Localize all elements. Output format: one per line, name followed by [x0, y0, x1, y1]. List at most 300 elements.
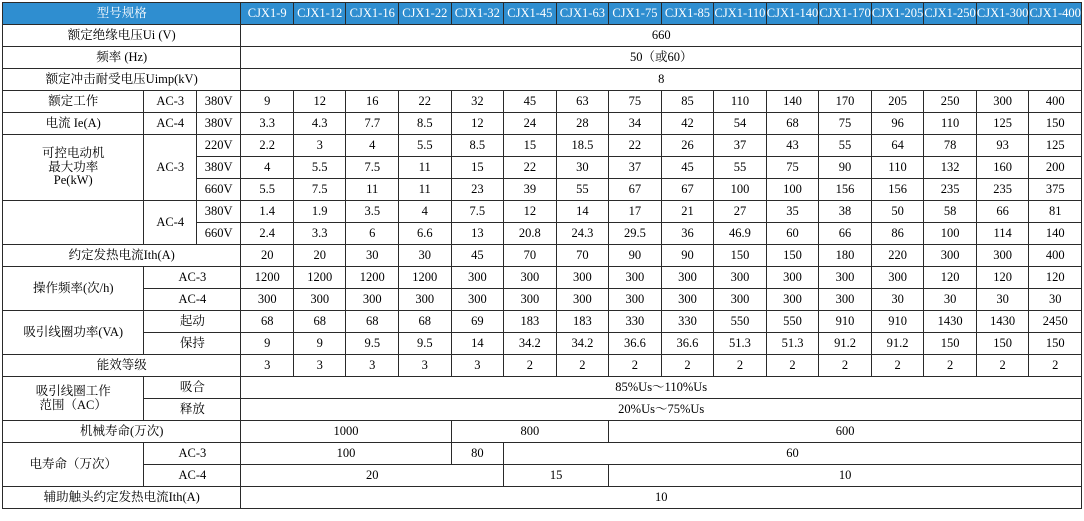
row-sub1: AC-4: [144, 113, 197, 135]
row-label: 额定冲击耐受电压Uimp(kV): [3, 69, 241, 91]
cell: 114: [976, 223, 1029, 245]
cell: 36.6: [609, 333, 662, 355]
cell: 183: [556, 311, 609, 333]
cell: 55: [819, 135, 872, 157]
cell: 18.5: [556, 135, 609, 157]
cell: 2: [556, 355, 609, 377]
cell: 1430: [976, 311, 1029, 333]
cell: 30: [976, 289, 1029, 311]
cell: 3: [241, 355, 294, 377]
cell: 68: [293, 311, 346, 333]
cell: 2: [766, 355, 819, 377]
cell: 910: [871, 311, 924, 333]
cell: 86: [871, 223, 924, 245]
cell: 3: [293, 135, 346, 157]
cell: 20.8: [504, 223, 557, 245]
cell: 3.5: [346, 201, 399, 223]
row-sub2: 660V: [196, 179, 240, 201]
cell: 46.9: [714, 223, 767, 245]
cell: 9.5: [346, 333, 399, 355]
cell: 85: [661, 91, 714, 113]
cell: 7.5: [346, 157, 399, 179]
header-model-7: CJX1-75: [609, 3, 662, 25]
row-sub1: 保持: [144, 333, 241, 355]
cell: 30: [556, 157, 609, 179]
table-row: [3, 201, 1082, 223]
cell: 78: [924, 135, 977, 157]
cell: 22: [399, 91, 452, 113]
row-label: [3, 201, 144, 245]
table-row: [3, 69, 1082, 91]
cell: 910: [819, 311, 872, 333]
cell: 30: [1029, 289, 1082, 311]
cell: 68: [766, 113, 819, 135]
group-value: 100: [241, 443, 451, 465]
header-model-2: CJX1-16: [346, 3, 399, 25]
cell: 2: [661, 355, 714, 377]
header-model-15: CJX1-400: [1029, 3, 1082, 25]
cell: 550: [766, 311, 819, 333]
cell: 23: [451, 179, 504, 201]
cell: 300: [766, 289, 819, 311]
cell: 3: [399, 355, 452, 377]
cell: 75: [766, 157, 819, 179]
cell: 67: [609, 179, 662, 201]
row-span-value: 50（或60）: [241, 47, 1082, 69]
cell: 54: [714, 113, 767, 135]
header-model-10: CJX1-140: [766, 3, 819, 25]
table-row: [3, 135, 1082, 157]
row-sub2: 660V: [196, 223, 240, 245]
cell: 30: [399, 245, 452, 267]
cell: 64: [871, 135, 924, 157]
cell: 300: [556, 267, 609, 289]
row-sub1: 起动: [144, 311, 241, 333]
group-value: 800: [451, 421, 609, 443]
table-row: [3, 267, 1082, 289]
cell: 11: [399, 179, 452, 201]
cell: 300: [924, 245, 977, 267]
cell: 32: [451, 91, 504, 113]
cell: 7.5: [293, 179, 346, 201]
cell: 300: [293, 289, 346, 311]
cell: 125: [1029, 135, 1082, 157]
row-label: 能效等级: [3, 355, 241, 377]
row-sub2: 380V: [196, 201, 240, 223]
group-value: 60: [504, 443, 1082, 465]
cell: 55: [714, 157, 767, 179]
row-sub1: AC-4: [144, 201, 197, 245]
row-label-group: [3, 135, 144, 201]
cell: 250: [924, 91, 977, 113]
cell: 300: [609, 267, 662, 289]
row-label: 操作频率(次/h): [3, 267, 144, 311]
cell: 37: [714, 135, 767, 157]
row-label: 机械寿命(万次): [3, 421, 241, 443]
table-row: [3, 399, 1082, 421]
cell: 17: [609, 201, 662, 223]
cell: 12: [451, 113, 504, 135]
cell: 2: [871, 355, 924, 377]
cell: 68: [346, 311, 399, 333]
cell: 2: [714, 355, 767, 377]
cell: 3.3: [241, 113, 294, 135]
group-value: 20: [241, 465, 504, 487]
cell: 96: [871, 113, 924, 135]
cell: 51.3: [766, 333, 819, 355]
cell: 9: [241, 333, 294, 355]
cell: 1.4: [241, 201, 294, 223]
cell: 70: [504, 245, 557, 267]
group-value: 15: [504, 465, 609, 487]
cell: 150: [1029, 333, 1082, 355]
cell: 400: [1029, 245, 1082, 267]
cell: 51.3: [714, 333, 767, 355]
cell: 14: [451, 333, 504, 355]
cell: 110: [924, 113, 977, 135]
row-label: 电流 Ie(A): [3, 113, 144, 135]
group-label-line2: 最大功率: [48, 159, 99, 174]
cell: 300: [504, 289, 557, 311]
header-row-label: 型号规格: [3, 3, 241, 25]
cell: 300: [714, 289, 767, 311]
table-row: [3, 289, 1082, 311]
cell: 60: [766, 223, 819, 245]
cell: 22: [504, 157, 557, 179]
cell: 300: [451, 289, 504, 311]
cell: 20: [241, 245, 294, 267]
cell: 150: [976, 333, 1029, 355]
cell: 140: [766, 91, 819, 113]
cell: 66: [819, 223, 872, 245]
cell: 69: [451, 311, 504, 333]
specification-table: [2, 2, 1082, 509]
row-label-group: [3, 377, 144, 421]
cell: 50: [871, 201, 924, 223]
cell: 375: [1029, 179, 1082, 201]
header-model-8: CJX1-85: [661, 3, 714, 25]
cell: 14: [556, 201, 609, 223]
cell: 2: [819, 355, 872, 377]
row-sub2: 380V: [196, 157, 240, 179]
cell: 205: [871, 91, 924, 113]
row-span-value: 10: [241, 487, 1082, 509]
cell: 15: [451, 157, 504, 179]
row-label: 约定发热电流Ith(A): [3, 245, 241, 267]
table-row: [3, 421, 1082, 443]
cell: 34.2: [556, 333, 609, 355]
cell: 37: [609, 157, 662, 179]
group-label-line1: 吸引线圈工作: [35, 383, 111, 398]
cell: 1200: [293, 267, 346, 289]
cell: 34.2: [504, 333, 557, 355]
cell: 2450: [1029, 311, 1082, 333]
header-model-11: CJX1-170: [819, 3, 872, 25]
cell: 100: [766, 179, 819, 201]
table-row: [3, 47, 1082, 69]
cell: 6.6: [399, 223, 452, 245]
cell: 6: [346, 223, 399, 245]
cell: 1.9: [293, 201, 346, 223]
cell: 11: [346, 179, 399, 201]
cell: 3: [451, 355, 504, 377]
cell: 20: [293, 245, 346, 267]
cell: 7.5: [451, 201, 504, 223]
cell: 66: [976, 201, 1029, 223]
header-model-14: CJX1-300: [976, 3, 1029, 25]
cell: 220: [871, 245, 924, 267]
cell: 300: [766, 267, 819, 289]
cell: 91.2: [819, 333, 872, 355]
row-span-value: 85%Us～110%Us: [241, 377, 1082, 399]
group-value: 1000: [241, 421, 451, 443]
cell: 34: [609, 113, 662, 135]
cell: 125: [976, 113, 1029, 135]
cell: 300: [241, 289, 294, 311]
cell: 11: [399, 157, 452, 179]
cell: 330: [609, 311, 662, 333]
row-sub1: AC-4: [144, 289, 241, 311]
cell: 90: [609, 245, 662, 267]
cell: 90: [819, 157, 872, 179]
cell: 160: [976, 157, 1029, 179]
cell: 150: [924, 333, 977, 355]
cell: 1430: [924, 311, 977, 333]
table-row: [3, 465, 1082, 487]
cell: 9: [293, 333, 346, 355]
cell: 235: [976, 179, 1029, 201]
cell: 13: [451, 223, 504, 245]
cell: 1200: [346, 267, 399, 289]
cell: 3.3: [293, 223, 346, 245]
cell: 300: [556, 289, 609, 311]
cell: 300: [871, 267, 924, 289]
cell: 7.7: [346, 113, 399, 135]
cell: 39: [504, 179, 557, 201]
cell: 300: [976, 245, 1029, 267]
cell: 8.5: [399, 113, 452, 135]
cell: 70: [556, 245, 609, 267]
cell: 27: [714, 201, 767, 223]
cell: 100: [714, 179, 767, 201]
cell: 28: [556, 113, 609, 135]
cell: 120: [924, 267, 977, 289]
group-label-line1: 可控电动机: [41, 145, 105, 160]
cell: 1200: [241, 267, 294, 289]
cell: 12: [504, 201, 557, 223]
row-sub1: AC-3: [144, 135, 197, 201]
table-row: [3, 311, 1082, 333]
header-model-1: CJX1-12: [293, 3, 346, 25]
cell: 100: [924, 223, 977, 245]
cell: 91.2: [871, 333, 924, 355]
cell: 140: [1029, 223, 1082, 245]
row-span-value: 8: [241, 69, 1082, 91]
table-row: [3, 377, 1082, 399]
cell: 300: [661, 289, 714, 311]
group-label-line3: Pe(kW): [53, 173, 93, 188]
cell: 16: [346, 91, 399, 113]
table-header-row: [3, 3, 1082, 25]
cell: 300: [399, 289, 452, 311]
cell: 1200: [399, 267, 452, 289]
cell: 45: [451, 245, 504, 267]
cell: 2.4: [241, 223, 294, 245]
cell: 75: [609, 91, 662, 113]
cell: 235: [924, 179, 977, 201]
cell: 300: [819, 267, 872, 289]
cell: 4: [241, 157, 294, 179]
row-sub1: 吸合: [144, 377, 241, 399]
cell: 150: [1029, 113, 1082, 135]
group-label-line2: 范围（AC）: [39, 397, 107, 412]
cell: 4: [399, 201, 452, 223]
table-row: [3, 25, 1082, 47]
cell: 55: [556, 179, 609, 201]
cell: 93: [976, 135, 1029, 157]
table-row: [3, 245, 1082, 267]
header-model-5: CJX1-45: [504, 3, 557, 25]
group-value: 80: [451, 443, 504, 465]
row-sub1: AC-4: [144, 465, 241, 487]
cell: 45: [504, 91, 557, 113]
cell: 43: [766, 135, 819, 157]
table-row: [3, 113, 1082, 135]
header-model-4: CJX1-32: [451, 3, 504, 25]
row-sub1: 释放: [144, 399, 241, 421]
cell: 150: [714, 245, 767, 267]
cell: 81: [1029, 201, 1082, 223]
row-label: 频率 (Hz): [3, 47, 241, 69]
cell: 21: [661, 201, 714, 223]
row-label: 吸引线圈功率(VA): [3, 311, 144, 355]
cell: 183: [504, 311, 557, 333]
row-label: 电寿命（万次）: [3, 443, 144, 487]
row-sub2: 380V: [196, 113, 240, 135]
row-label: 额定工作: [3, 91, 144, 113]
cell: 2: [609, 355, 662, 377]
cell: 30: [924, 289, 977, 311]
cell: 68: [399, 311, 452, 333]
cell: 300: [451, 267, 504, 289]
header-model-3: CJX1-22: [399, 3, 452, 25]
cell: 68: [241, 311, 294, 333]
cell: 90: [661, 245, 714, 267]
table-row: [3, 487, 1082, 509]
cell: 300: [346, 289, 399, 311]
group-value: 600: [609, 421, 1082, 443]
cell: 4.3: [293, 113, 346, 135]
cell: 2: [1029, 355, 1082, 377]
cell: 400: [1029, 91, 1082, 113]
header-model-13: CJX1-250: [924, 3, 977, 25]
cell: 5.5: [399, 135, 452, 157]
cell: 63: [556, 91, 609, 113]
cell: 30: [346, 245, 399, 267]
cell: 300: [714, 267, 767, 289]
cell: 29.5: [609, 223, 662, 245]
cell: 9: [241, 91, 294, 113]
cell: 9.5: [399, 333, 452, 355]
row-sub2: 220V: [196, 135, 240, 157]
cell: 110: [871, 157, 924, 179]
cell: 58: [924, 201, 977, 223]
cell: 156: [871, 179, 924, 201]
cell: 22: [609, 135, 662, 157]
cell: 156: [819, 179, 872, 201]
cell: 132: [924, 157, 977, 179]
cell: 2: [976, 355, 1029, 377]
cell: 300: [661, 267, 714, 289]
header-model-9: CJX1-110: [714, 3, 767, 25]
cell: 35: [766, 201, 819, 223]
row-label: 额定绝缘电压Ui (V): [3, 25, 241, 47]
cell: 2: [504, 355, 557, 377]
cell: 67: [661, 179, 714, 201]
row-span-value: 20%Us～75%Us: [241, 399, 1082, 421]
cell: 300: [976, 91, 1029, 113]
cell: 45: [661, 157, 714, 179]
cell: 30: [871, 289, 924, 311]
group-value: 10: [609, 465, 1082, 487]
cell: 2.2: [241, 135, 294, 157]
cell: 8.5: [451, 135, 504, 157]
table-row: [3, 355, 1082, 377]
header-model-6: CJX1-63: [556, 3, 609, 25]
row-span-value: 660: [241, 25, 1082, 47]
cell: 3: [346, 355, 399, 377]
cell: 2: [924, 355, 977, 377]
cell: 200: [1029, 157, 1082, 179]
table-row: [3, 333, 1082, 355]
cell: 38: [819, 201, 872, 223]
cell: 36: [661, 223, 714, 245]
cell: 15: [504, 135, 557, 157]
row-sub1: AC-3: [144, 91, 197, 113]
cell: 36.6: [661, 333, 714, 355]
cell: 42: [661, 113, 714, 135]
cell: 120: [976, 267, 1029, 289]
cell: 120: [1029, 267, 1082, 289]
header-model-12: CJX1-205: [871, 3, 924, 25]
cell: 180: [819, 245, 872, 267]
cell: 3: [293, 355, 346, 377]
header-model-0: CJX1-9: [241, 3, 294, 25]
cell: 150: [766, 245, 819, 267]
cell: 24: [504, 113, 557, 135]
cell: 75: [819, 113, 872, 135]
row-sub1: AC-3: [144, 443, 241, 465]
cell: 5.5: [293, 157, 346, 179]
cell: 550: [714, 311, 767, 333]
cell: 300: [609, 289, 662, 311]
cell: 300: [819, 289, 872, 311]
cell: 330: [661, 311, 714, 333]
cell: 24.3: [556, 223, 609, 245]
row-label: 辅助触头约定发热电流Ith(A): [3, 487, 241, 509]
cell: 26: [661, 135, 714, 157]
table-row: [3, 443, 1082, 465]
row-sub2: 380V: [196, 91, 240, 113]
cell: 300: [504, 267, 557, 289]
cell: 12: [293, 91, 346, 113]
cell: 170: [819, 91, 872, 113]
row-sub1: AC-3: [144, 267, 241, 289]
cell: 5.5: [241, 179, 294, 201]
cell: 110: [714, 91, 767, 113]
cell: 4: [346, 135, 399, 157]
table-row: [3, 91, 1082, 113]
